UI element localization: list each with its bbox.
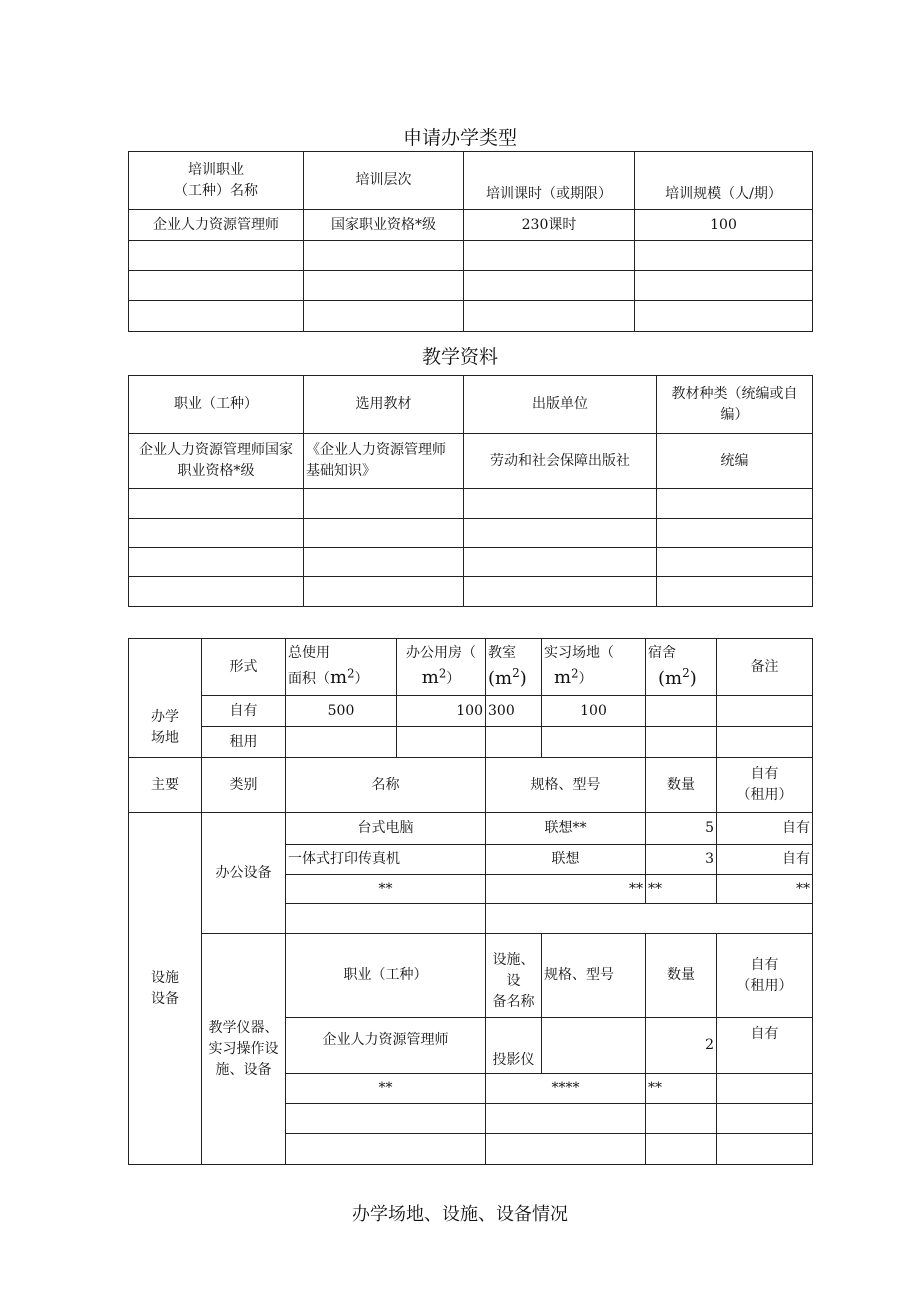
teaching-equip: ****	[486, 1074, 646, 1104]
cell-level: 国家职业资格*级	[304, 210, 464, 241]
cell-hours: 230课时	[464, 210, 635, 241]
teaching-occupation: 企业人力资源管理师	[286, 1018, 486, 1074]
office-item-qty: 3	[646, 845, 717, 875]
teaching-header-equip: 设施、设 备名称	[486, 934, 542, 1018]
section2-title: 教学资料	[421, 346, 498, 368]
header-scale: 培训规模（人/期）	[635, 152, 813, 210]
header-category: 类别	[202, 758, 286, 813]
site-facilities-table	[128, 638, 813, 1165]
teaching-header-own: 自有 （租用）	[717, 934, 813, 1018]
office-item-qty: 5	[646, 813, 717, 845]
header-practice: 实习场地（ $m^2$）	[542, 639, 646, 696]
table-row	[129, 271, 813, 301]
header-own: 自有 （租用）	[717, 758, 813, 813]
header-name: 名称	[286, 758, 486, 813]
header-occupation: 职业（工种）	[129, 376, 304, 434]
cell-type: 统编	[657, 434, 813, 489]
table-row	[129, 577, 813, 607]
header-qty: 数量	[646, 758, 717, 813]
teaching-equip: 投影仪	[486, 1018, 542, 1074]
rent-label: 租用	[202, 727, 286, 758]
header-hours: 培训课时（或期限）	[464, 152, 635, 210]
site-label: 办学 场地	[129, 639, 202, 758]
header-dorm: 宿舍 $(m^2)$	[646, 639, 717, 696]
cell-occupation: 企业人力资源管理师国家 职业资格*级	[129, 434, 304, 489]
teaching-header-spec: 规格、型号	[542, 934, 646, 1018]
own-total: 500	[286, 696, 397, 727]
table-row	[129, 519, 813, 548]
header-office-area: 办公用房（ $m^2$）	[397, 639, 486, 696]
header-remark: 备注	[717, 639, 813, 696]
section1-title: 申请办学类型	[402, 127, 517, 149]
own-practice: 100	[542, 696, 646, 727]
cell-publisher: 劳动和社会保障出版社	[464, 434, 657, 489]
table-row	[129, 489, 813, 519]
office-item-qty: **	[646, 875, 717, 904]
office-item-name: **	[286, 875, 486, 904]
own-classroom: 300	[486, 696, 542, 727]
cell-scale: 100	[635, 210, 813, 241]
own-office: 100	[397, 696, 486, 727]
cell-occupation: 企业人力资源管理师	[129, 210, 304, 241]
office-equipment-label: 办公设备	[202, 813, 286, 934]
office-item-spec: 联想**	[486, 813, 646, 845]
header-type: 教材种类（统编或自 编）	[657, 376, 813, 434]
table-row	[129, 301, 813, 332]
header-classroom: 教室 $(m^2)$	[486, 639, 542, 696]
teaching-materials-table	[128, 375, 813, 607]
table-row	[129, 241, 813, 271]
teaching-qty: **	[646, 1074, 717, 1104]
header-occupation: 培训职业 （工种）名称	[129, 152, 304, 210]
office-item-own: 自有	[717, 813, 813, 845]
main-label: 主要	[129, 758, 202, 813]
footer-title: 办学场地、设施、设备情况	[352, 1204, 568, 1225]
own-label: 自有	[202, 696, 286, 727]
office-item-name: 台式电脑	[286, 813, 486, 845]
teaching-own: 自有	[717, 1018, 813, 1074]
header-total-area: 总使用 面积$(m^2)$	[286, 639, 397, 696]
office-item-own: 自有	[717, 845, 813, 875]
header-form: 形式	[202, 639, 286, 696]
teaching-header-qty: 数量	[646, 934, 717, 1018]
header-level: 培训层次	[304, 152, 464, 210]
cell-textbook: 《企业人力资源管理师 基础知识》	[304, 434, 464, 489]
office-item-name: 一体式打印传真机	[286, 845, 486, 875]
header-textbook: 选用教材	[304, 376, 464, 434]
training-type-table	[128, 151, 813, 332]
teaching-occupation: **	[286, 1074, 486, 1104]
table-row	[129, 548, 813, 577]
office-item-spec: **	[486, 875, 646, 904]
office-item-spec: 联想	[486, 845, 646, 875]
teaching-qty: 2	[646, 1018, 717, 1074]
facility-label: 设施 设备	[129, 813, 202, 1165]
office-item-own: **	[717, 875, 813, 904]
header-spec: 规格、型号	[486, 758, 646, 813]
header-publisher: 出版单位	[464, 376, 657, 434]
teaching-header-occupation: 职业（工种）	[286, 934, 486, 1018]
teaching-label: 教学仪器、 实习操作设 施、设备	[202, 934, 286, 1165]
